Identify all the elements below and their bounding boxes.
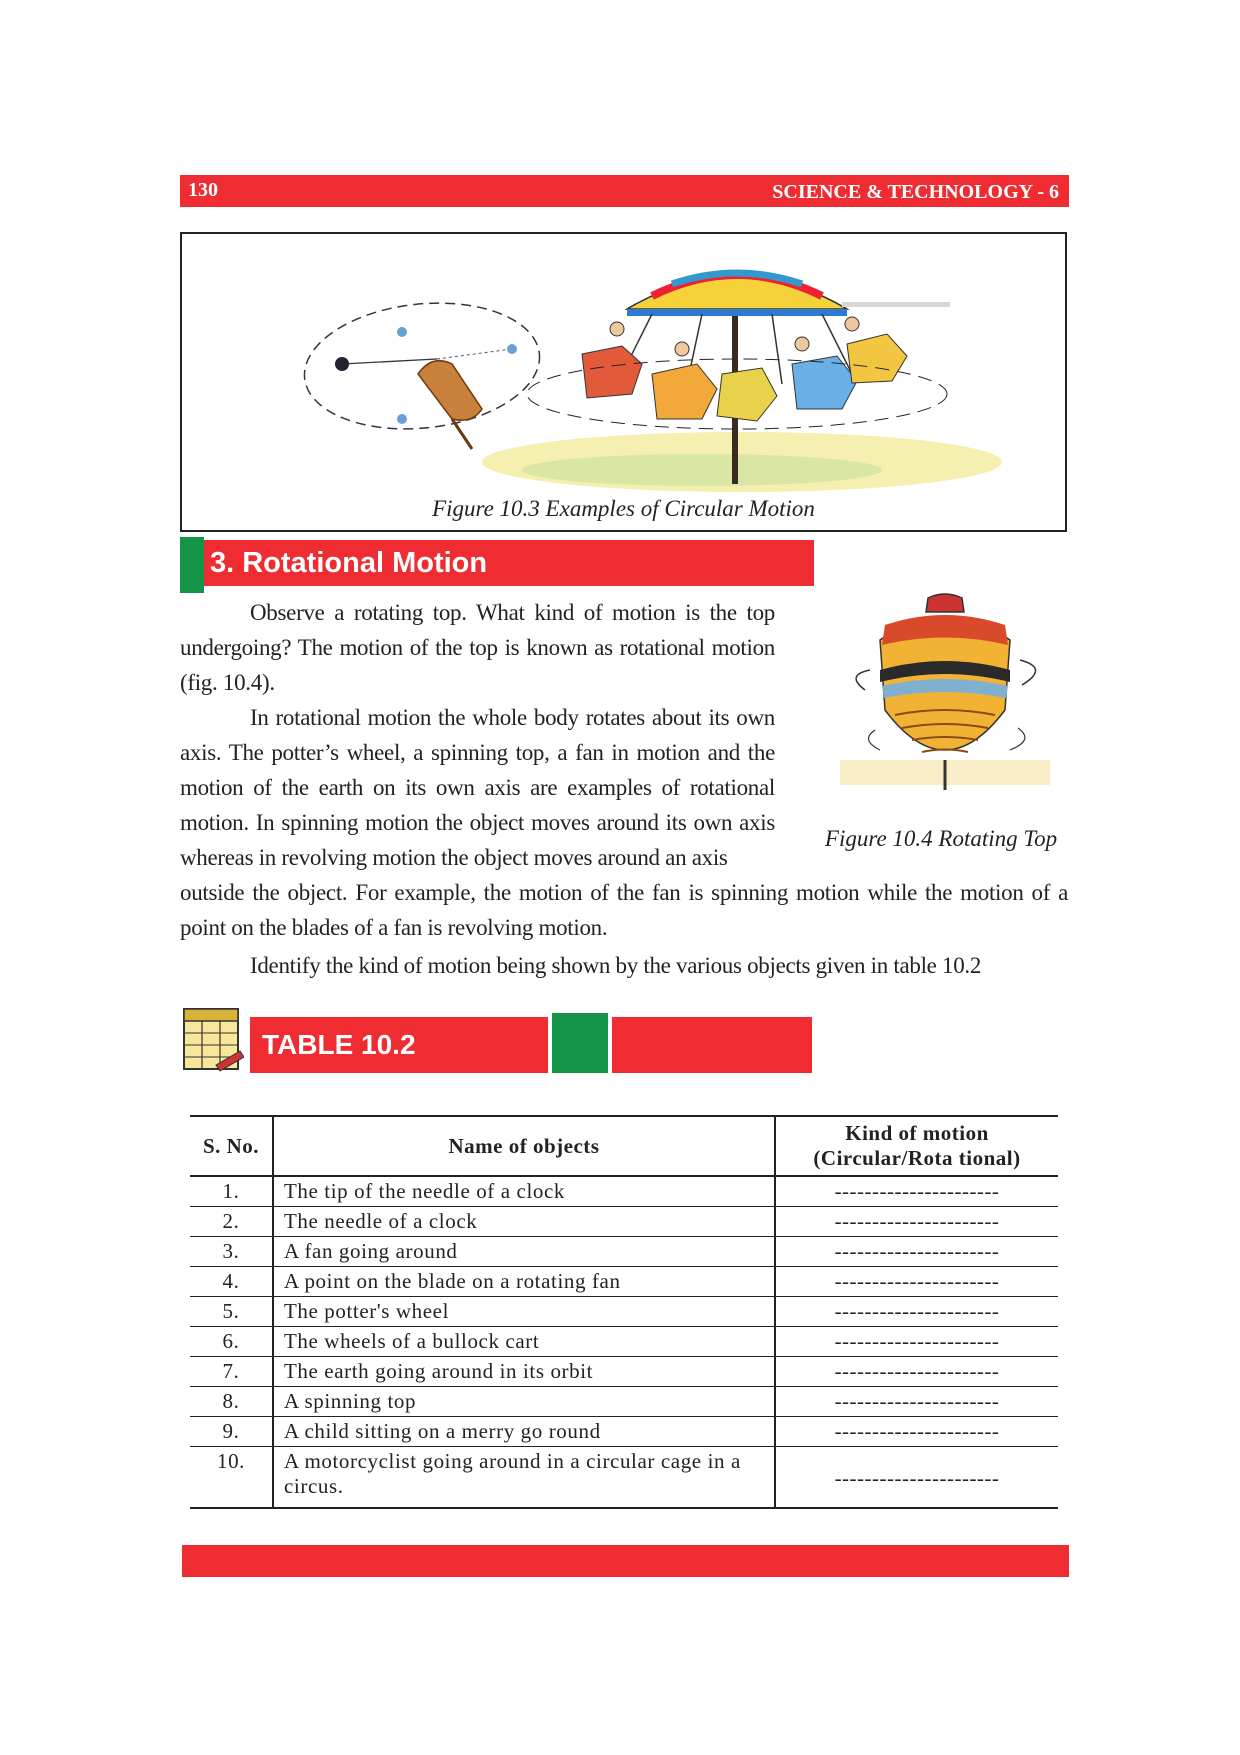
table-heading-green-block xyxy=(552,1013,608,1073)
motion-table xyxy=(190,1115,1058,1509)
cell-name: The needle of a clock xyxy=(273,1207,775,1237)
table-row xyxy=(190,1207,1058,1237)
book-title: SCIENCE & TECHNOLOGY - 6 xyxy=(772,181,1059,203)
table-row xyxy=(190,1176,1058,1207)
cell-kind: ---------------------- xyxy=(775,1267,1058,1297)
page-header-bar xyxy=(180,175,1069,207)
cell-kind: ---------------------- xyxy=(775,1387,1058,1417)
paragraph-spinning-revolving: outside the object. For example, the motion of the fan is spinning motion while the motion of a point on the blades of a fan is revolving motion. xyxy=(180,880,1068,940)
table-row xyxy=(190,1447,1058,1509)
cell-sno: 1. xyxy=(190,1176,273,1207)
cell-kind: ---------------------- xyxy=(775,1327,1058,1357)
cell-name: The earth going around in its orbit xyxy=(273,1357,775,1387)
cell-name: A child sitting on a merry go round xyxy=(273,1417,775,1447)
header-kind-line1: Kind of motion xyxy=(845,1121,989,1145)
section-heading: 3. Rotational Motion xyxy=(204,540,814,586)
cell-kind: ---------------------- xyxy=(775,1297,1058,1327)
table-header-row xyxy=(190,1116,1058,1176)
table-heading-red-block xyxy=(612,1017,812,1073)
table-heading: TABLE 10.2 xyxy=(250,1017,548,1073)
header-kind-line2: (Circular/Rota tional) xyxy=(813,1146,1021,1170)
header-sno: S. No. xyxy=(190,1116,273,1176)
table-row xyxy=(190,1237,1058,1267)
figure-10-3-caption: Figure 10.3 Examples of Circular Motion xyxy=(432,496,815,521)
cell-kind: ---------------------- xyxy=(775,1207,1058,1237)
cell-name: A motorcyclist going around in a circular cage in a circus. xyxy=(273,1447,775,1509)
paragraph-identify-motion: Identify the kind of motion being shown by the various objects given in table 10.2 xyxy=(250,953,982,978)
cell-kind: ---------------------- xyxy=(775,1417,1058,1447)
cell-sno: 6. xyxy=(190,1327,273,1357)
page-footer-bar xyxy=(182,1545,1069,1577)
table-row xyxy=(190,1417,1058,1447)
paragraph-rotational-motion: In rotational motion the whole body rotates about its own axis. The potter’s wheel, a spinning top, a fan in motion and the motion of the earth on its own axis are examples of rotational motion. In spinning motion the object moves around its own axis whereas in revolving motion the object moves around an axis xyxy=(180,705,775,870)
cell-sno: 3. xyxy=(190,1237,273,1267)
cell-name: A fan going around xyxy=(273,1237,775,1267)
header-kind xyxy=(775,1116,1058,1176)
cell-sno: 7. xyxy=(190,1357,273,1387)
cell-kind: ---------------------- xyxy=(775,1447,1058,1509)
cell-sno: 2. xyxy=(190,1207,273,1237)
figure-circular-motion xyxy=(180,232,1067,532)
rotating-top-illustration xyxy=(840,590,1060,815)
table-row xyxy=(190,1387,1058,1417)
table-row xyxy=(190,1267,1058,1297)
table-row xyxy=(190,1327,1058,1357)
section-heading-accent xyxy=(180,537,204,593)
page-number: 130 xyxy=(188,179,218,201)
circular-motion-illustration xyxy=(182,234,1067,532)
cell-name: The potter's wheel xyxy=(273,1297,775,1327)
cell-kind: ---------------------- xyxy=(775,1176,1058,1207)
cell-name: A spinning top xyxy=(273,1387,775,1417)
cell-sno: 5. xyxy=(190,1297,273,1327)
cell-name: The tip of the needle of a clock xyxy=(273,1176,775,1207)
cell-kind: ---------------------- xyxy=(775,1357,1058,1387)
cell-name: A point on the blade on a rotating fan xyxy=(273,1267,775,1297)
figure-10-4-caption: Figure 10.4 Rotating Top xyxy=(824,826,1058,851)
table-row xyxy=(190,1357,1058,1387)
cell-sno: 8. xyxy=(190,1387,273,1417)
table-row xyxy=(190,1297,1058,1327)
cell-kind: ---------------------- xyxy=(775,1237,1058,1267)
cell-name: The wheels of a bullock cart xyxy=(273,1327,775,1357)
paragraph-observe-top: Observe a rotating top. What kind of motion is the top undergoing? The motion of the top is known as rotational motion (fig. 10.4). xyxy=(180,600,775,695)
cell-sno: 10. xyxy=(190,1447,273,1509)
cell-sno: 4. xyxy=(190,1267,273,1297)
table-icon xyxy=(182,1007,244,1075)
cell-sno: 9. xyxy=(190,1417,273,1447)
header-name: Name of objects xyxy=(273,1116,775,1176)
